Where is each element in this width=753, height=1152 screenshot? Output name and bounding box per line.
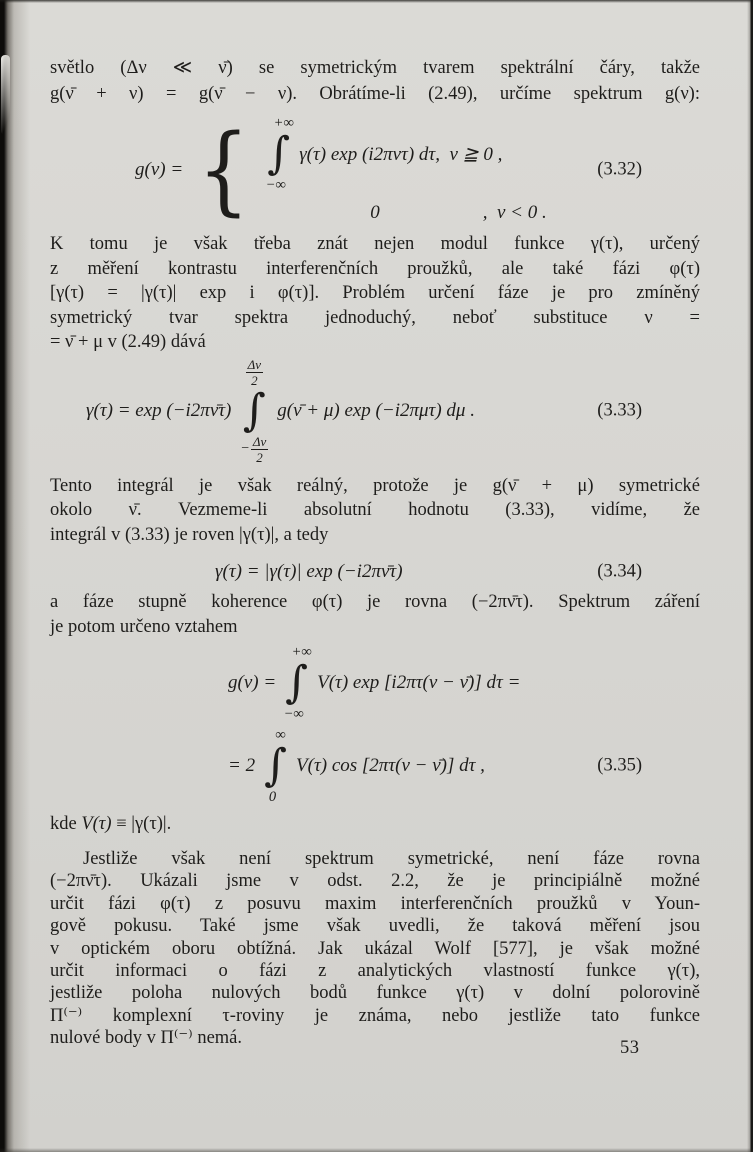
integral-upper-limit: ∞: [275, 727, 286, 743]
integral-upper-limit: +∞: [291, 644, 312, 660]
eq333-rhs: g(ν̄ + μ) exp (−i2πμτ) dμ .: [277, 399, 475, 421]
text-line: = ν̄ + μ v (2.49) dává: [50, 332, 206, 352]
text-line: a fáze stupně koherence φ(τ) je rovna (−2πν̄τ). Spektrum záření: [50, 592, 700, 612]
page-edge-bottom: [0, 1148, 753, 1152]
eq335-row2-lhs: = 2: [228, 755, 256, 776]
paragraph-modul-faze: [50, 232, 700, 355]
cases-brace: {: [197, 113, 250, 226]
text-line: (−2πν̄τ). Ukázali jsme v odst. 2.2, že je principiálně možné: [50, 871, 700, 892]
text-line: Π⁽⁻⁾ komplexní τ-roviny je známa, nebo jestliže tato funkce: [50, 1005, 700, 1026]
page-edge-right: [747, 0, 753, 1152]
eq335-lhs: g(ν) =: [228, 672, 277, 693]
integral-with-limits: [265, 115, 294, 193]
visibility-function-symbol: V(τ): [81, 814, 112, 834]
integral-sign: ∫: [264, 740, 288, 791]
page-curl-highlight: [1, 55, 10, 135]
equation-number: (3.34): [597, 561, 642, 582]
eq332-condition: , ν < 0 .: [482, 202, 547, 223]
text-line: světlo (Δν ≪ ν̄) se symetrickým tvarem spektrální čáry, takže: [50, 58, 700, 78]
equation-3-35: [50, 644, 700, 805]
minus-sign: −: [240, 441, 250, 456]
eq332-integrand: γ(τ) exp (i2πντ) dτ, ν ≧ 0 ,: [299, 143, 503, 165]
paragraph-integral-realny: [50, 474, 700, 548]
page-text-block: [50, 56, 700, 1050]
eq332-case-2: [258, 202, 547, 224]
text-line: Tento integrál je však reálný, protože je g(ν̄ + μ) symetrické: [50, 475, 700, 496]
integral-lower-limit: 0: [268, 789, 277, 805]
text-line: Jestliže však není spektrum symetrické, není fáze rovna: [83, 849, 700, 869]
fraction-denominator: 2: [246, 372, 263, 388]
text-fragment: kde: [50, 814, 82, 834]
text-fragment: ≡ |γ(τ)|.: [111, 814, 172, 834]
integral-with-limits: [264, 727, 287, 805]
equation-3-34: [50, 559, 700, 585]
page-edge-top: [0, 0, 753, 3]
fraction: [251, 434, 268, 465]
visibility-definition-line: [50, 814, 700, 835]
eq332-case-1: [258, 115, 547, 193]
fraction-denominator: 2: [251, 449, 268, 465]
text-line: v optickém oboru obtížná. Jak ukázal Wolf [577], je však možné: [50, 938, 700, 959]
text-line: je potom určeno vztahem: [50, 616, 238, 637]
text-line: jestliže poloha nulových bodů funkce γ(τ) v dolní polorovině: [50, 983, 700, 1004]
text-line: g(ν̄ + ν) = g(ν̄ − ν). Obrátíme-li (2.49), určíme spektrum g(ν):: [50, 83, 700, 104]
integral-sign: ∫: [267, 128, 291, 179]
eq332-zero: 0: [370, 202, 380, 223]
equation-3-33: [50, 357, 700, 465]
paragraph-intro: [50, 56, 700, 107]
integral-sign: ∫: [242, 384, 266, 436]
fraction-numerator: Δν: [252, 433, 267, 449]
text-line: [γ(τ) = |γ(τ)| exp i φ(τ)]. Problém určení fáze je pro zmíněný: [50, 283, 700, 303]
eq335-row2-rhs: V(τ) cos [2πτ(ν − ν̄)] dτ ,: [296, 755, 485, 776]
eq332-cases: [258, 115, 547, 224]
eq335-row-1: [50, 644, 700, 722]
integral-upper-limit: +∞: [273, 115, 294, 131]
page-number: 53: [620, 1038, 640, 1058]
eq332-lhs: g(ν) =: [135, 158, 184, 180]
fraction-numerator: Δν: [247, 356, 262, 372]
text-line: určit fázi φ(τ) z posuvu maxim interferenčních proužků v Youn-: [50, 893, 700, 914]
text-line: integrál v (3.33) je roven |γ(τ)|, a tedy: [50, 524, 329, 545]
equation-number: (3.32): [597, 159, 642, 179]
page-gutter-shadow: [0, 0, 30, 1152]
equation-number: (3.35): [597, 755, 642, 776]
integral-with-limits: [240, 357, 268, 465]
text-line: určit informaci o fázi z analytických vlastností funkce γ(τ),: [50, 961, 700, 982]
paragraph-faze-koherence: [50, 590, 700, 639]
text-line: okolo ν̄. Vezmeme-li absolutní hodnotu (3.33), vidíme, že: [50, 500, 700, 520]
integral-lower-limit: −∞: [283, 706, 304, 722]
eq334-body: γ(τ) = |γ(τ)| exp (−i2πν̄τ): [215, 561, 403, 582]
integral-with-limits: [283, 644, 312, 722]
integral-lower-limit-fraction: [240, 434, 268, 465]
integral-upper-limit-fraction: [246, 357, 263, 388]
eq335-row1-rhs: V(τ) exp [i2πτ(ν − ν̄)] dτ =: [317, 672, 521, 693]
equation-3-32: [50, 115, 700, 224]
eq333-lhs: γ(τ) = exp (−i2πν̄τ): [86, 399, 232, 421]
equation-number: (3.33): [597, 400, 642, 420]
text-line: K tomu je však třeba znát nejen modul funkce γ(τ), určený: [50, 234, 700, 254]
text-line: symetrický tvar spektra jednoduchý, neboť substituce ν =: [50, 307, 700, 328]
text-line: nulové body v Π⁽⁻⁾ nemá.: [50, 1028, 243, 1049]
integral-lower-limit: −∞: [265, 177, 286, 193]
paragraph-asymetricke-spektrum: [50, 848, 700, 1050]
eq335-row-2: [50, 727, 700, 805]
integral-sign: ∫: [285, 657, 309, 708]
text-line: z měření kontrastu interferenčních proužků, ale také fázi φ(τ): [50, 258, 700, 279]
text-line: gově pokusu. Také jsme však uvedli, že taková měření jsou: [50, 916, 700, 937]
